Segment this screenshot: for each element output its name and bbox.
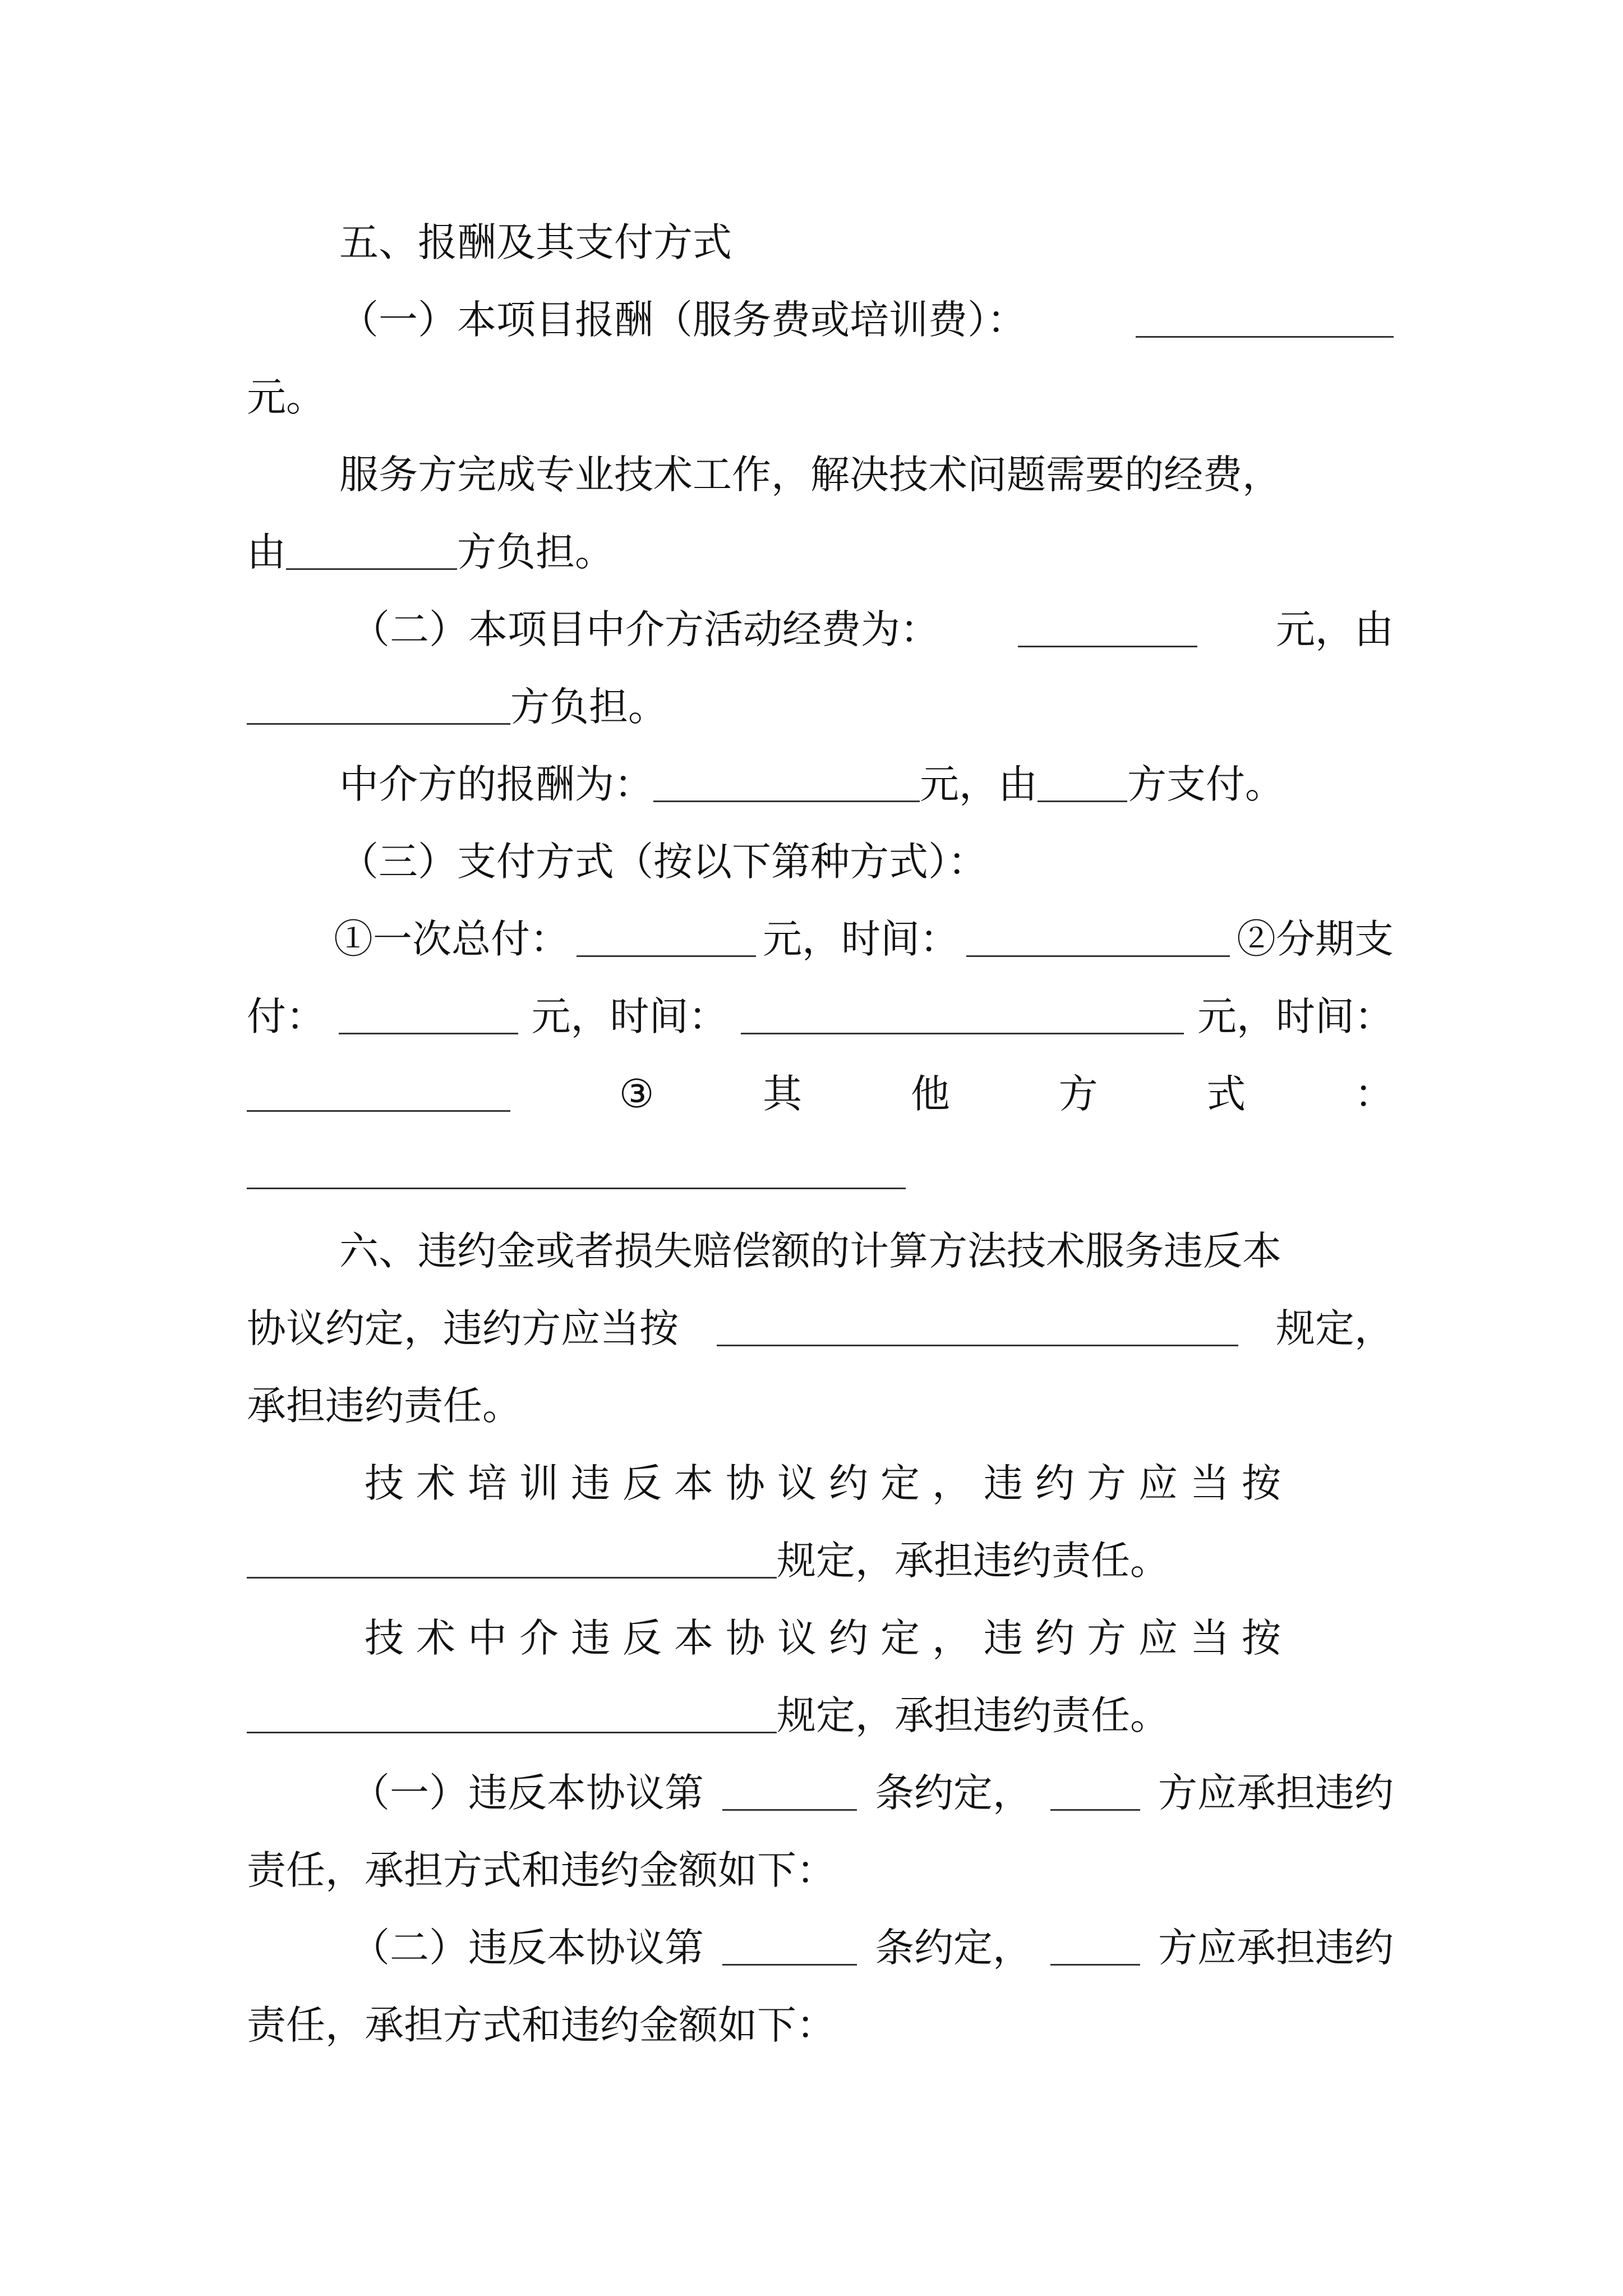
- section-6-line-1: 六、违约金或者损失赔偿额的计算方法技术服务违反本: [339, 1228, 1281, 1274]
- blank-expense-party: [286, 528, 457, 570]
- paragraph-7-line-1: 技术培训违反本协议约定，违约方应当按: [365, 1460, 1293, 1506]
- paragraph-6-line-2: 付： 元，时间： 元，时间：: [247, 993, 1394, 1039]
- blank-service-breach-rule: [717, 1304, 1238, 1346]
- paragraph-10-line-1: （二）违反本协议第 条约定， 方应承担违约: [351, 1925, 1394, 1971]
- blank-agency-breach-rule: [247, 1691, 777, 1733]
- paragraph-8-line-1: 技术中介违反本协议约定，违约方应当按: [365, 1615, 1293, 1661]
- paragraph-6-line-3: ③ 其 他 方 式 ：: [247, 1066, 1394, 1122]
- paragraph-2-line-1: 服务方完成专业技术工作，解决技术问题需要的经费，: [339, 452, 1281, 498]
- paragraph-5: （三）支付方式（按以下第种方式）：: [339, 839, 987, 885]
- blank-installment-time-2: [247, 1070, 510, 1112]
- blank-agent-fee-party: [1038, 760, 1127, 802]
- paragraph-3-line-1: （二）本项目中介方活动经费为： 元，由: [351, 606, 1394, 652]
- blank-breach-party-2: [1050, 1924, 1140, 1966]
- section-6-line-3: 承担违约责任。: [247, 1383, 522, 1429]
- paragraph-8-line-2: 规定，承担违约责任。: [247, 1687, 1169, 1743]
- paragraph-9-line-2: 责任，承担方式和违约金额如下：: [247, 1847, 836, 1893]
- blank-agent-expense-amount: [1018, 605, 1197, 647]
- blank-training-breach-rule: [247, 1536, 777, 1579]
- blank-lump-sum-amount: [577, 915, 756, 957]
- blank-clause-number-2: [722, 1924, 857, 1966]
- blank-clause-number-1: [722, 1769, 857, 1811]
- blank-agent-fee-amount: [653, 760, 920, 802]
- blank-installment-amount: [339, 992, 518, 1034]
- paragraph-3-line-2: 方负担。: [247, 679, 667, 735]
- paragraph-7-line-2: 规定，承担违约责任。: [247, 1533, 1169, 1589]
- paragraph-6-line-1: ①一次总付： 元，时间： ②分期支: [334, 916, 1394, 962]
- blank-installment-time: [741, 992, 1184, 1034]
- blank-agent-expense-party: [247, 683, 510, 725]
- paragraph-9-line-1: （一）违反本协议第 条约定， 方应承担违约: [351, 1770, 1394, 1816]
- section-5-heading: 五、报酬及其支付方式: [339, 219, 732, 265]
- paragraph-2-line-2: 由 方负担。: [247, 529, 614, 575]
- blank-breach-party-1: [1050, 1769, 1140, 1811]
- blank-other-method: [247, 1147, 906, 1189]
- paragraph-4: 中介方的报酬为： 元，由 方支付。: [339, 761, 1284, 807]
- paragraph-1-line-2: 元。: [247, 374, 325, 420]
- paragraph-6-line-4: [247, 1143, 906, 1199]
- blank-lump-sum-time: [966, 915, 1230, 957]
- blank-remuneration-amount: [1136, 296, 1394, 338]
- section-6-line-2: 协议约定，违约方应当按 规定，: [247, 1305, 1394, 1351]
- paragraph-10-line-2: 责任，承担方式和违约金额如下：: [247, 2002, 836, 2048]
- paragraph-1-line-1: （一）本项目报酬（服务费或培训费）：: [339, 292, 1394, 348]
